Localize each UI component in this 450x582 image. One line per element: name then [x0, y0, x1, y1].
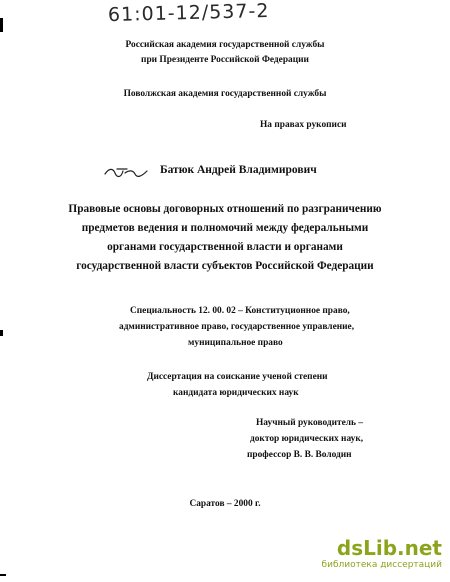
academy-name-line1: Российская академия государственной службы — [125, 40, 325, 50]
specialty-line: Специальность 12. 00. 02 – Конституционное право, — [130, 306, 350, 316]
supervisor-line: профессор В. В. Володин — [247, 450, 352, 460]
dissertation-title-line: предметов ведения и полномочий между федеральными — [81, 222, 369, 234]
scan-margin-mark — [0, 18, 3, 32]
dissertation-title-line: Правовые основы договорных отношений по разграничению — [68, 203, 382, 215]
dslib-watermark — [322, 536, 442, 574]
supervisor-line: доктор юридических наук, — [250, 434, 364, 444]
dslib-subtitle: библиотека диссертаций — [321, 560, 442, 570]
dissertation-title-line: органами государственной власти и органами — [107, 241, 343, 253]
scan-margin-mark — [0, 330, 3, 336]
supervisor-line: Научный руководитель – — [256, 418, 364, 428]
specialty-line: административное право, государственное управление, — [119, 322, 355, 332]
scan-margin-mark — [0, 574, 6, 576]
signature-icon — [103, 165, 149, 181]
dslib-logo: dsLib.net — [336, 536, 442, 560]
degree-line: Диссертация на соискание ученой степени — [147, 372, 328, 382]
specialty-line: муниципальное право — [188, 338, 283, 348]
dissertation-title-line: государственной власти субъектов Российской Федерации — [76, 260, 374, 272]
place-and-year: Саратов – 2000 г. — [189, 499, 261, 509]
call-number-text: 61:01-12/537-2 — [107, 0, 270, 27]
degree-line: кандидата юридических наук — [173, 388, 299, 398]
author-name: Батюк Андрей Владимирович — [160, 164, 317, 176]
manuscript-rights-note: На правах рукописи — [260, 120, 347, 130]
academy-name-line2: при Президенте Российской Федерации — [141, 55, 309, 65]
library-call-number-stamp — [108, 2, 308, 36]
branch-academy-name: Поволжская академия государственной службы — [123, 89, 327, 99]
